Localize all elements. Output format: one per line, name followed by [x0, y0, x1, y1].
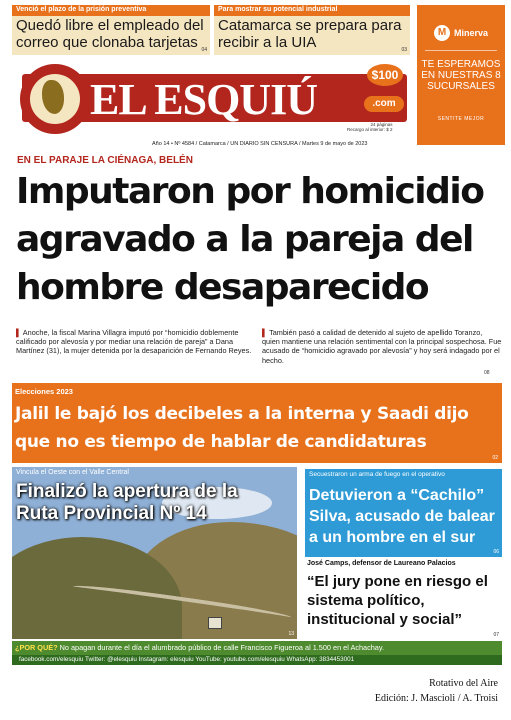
newspaper-front-page: [12, 5, 502, 665]
lead-bullet-icon: ▌: [16, 328, 22, 337]
photo-title: Finalizó la apertura de la Ruta Provincial Nº 14: [16, 481, 238, 524]
lead-left-text: Anoche, la fiscal Marina Villagra imputó por “homicidio doblemente calificado por alevosía y por mediar una relación de pareja” a Dana Martínez (31), la mujer detenida por la desaparición de Fernando Reyes.: [16, 328, 252, 356]
band-page: 02: [492, 455, 498, 461]
cachilo-story[interactable]: [305, 469, 502, 557]
teaser-kicker: Para mostrar su potencial industrial: [214, 5, 410, 16]
ad-slogan: SENTITE MEJOR: [437, 116, 485, 122]
cachilo-page: 06: [493, 549, 499, 555]
photo-page: 13: [288, 631, 294, 637]
lead-right-text: También pasó a calidad de detenido al sujeto de apellido Toranzo, quien mantiene una relación sentimental con la principal sospechosa. Fue acusado de “homicidio agravado por alevosía” y hoy será indagado por el hecho.: [262, 328, 502, 365]
jury-page: 07: [493, 632, 499, 638]
teaser-correo[interactable]: [12, 5, 210, 55]
lead-right: [262, 328, 502, 365]
porque-strip[interactable]: [12, 641, 502, 655]
minerva-logo-icon: M: [434, 25, 450, 41]
catamarca-map-icon: [42, 80, 64, 114]
cachilo-kicker: Secuestraron un arma de fuego en el operativo: [309, 471, 445, 478]
elections-band[interactable]: [12, 383, 502, 463]
credits-line1: Rotativo del Aire: [429, 678, 498, 689]
price-badge: $100: [367, 64, 403, 86]
jury-text: “El jury pone en riesgo el sistema político, institucional y social”: [307, 573, 488, 628]
credits-line2: Edición: J. Mascioli / A. Troisi: [374, 693, 498, 704]
cachilo-text: Detuvieron a “Cachilo” Silva, acusado de balear a un hombre en el sur: [309, 487, 495, 546]
main-kicker: EN EL PARAJE LA CIÉNAGA, BELÉN: [17, 155, 193, 166]
lead-bullet-icon: ▌: [262, 328, 268, 337]
porque-text: No apagan durante el día el alumbrado público de calle Francisco Figueroa al 1.500 en el Achachay.: [57, 643, 384, 652]
page-count: 24 páginas Recargo al interior: $ 2: [347, 122, 393, 132]
jury-story[interactable]: [305, 560, 502, 638]
minerva-logo: [426, 22, 496, 44]
teaser-kicker: Venció el plazo de la prisión preventiva: [12, 5, 210, 16]
teaser-text: Catamarca se prepara para recibir a la UIA: [218, 17, 402, 51]
band-kicker: Elecciones 2023: [15, 387, 73, 396]
photo-truck: [208, 617, 222, 629]
credits: [375, 676, 498, 706]
lead-left: [16, 328, 256, 356]
dotcom-badge: .com: [364, 96, 404, 112]
minerva-ad[interactable]: [417, 5, 505, 145]
teaser-page: 04: [201, 47, 207, 53]
teaser-page: 03: [401, 47, 407, 53]
social-links[interactable]: facebook.com/elesquiu Twitter: @elesquiu Instagram: elesquiu YouTube: youtube.com/elesquiu WhatsApp: 3834453001: [12, 655, 502, 665]
porque-label: ¿POR QUÉ?: [15, 643, 58, 652]
dateline: Año 14 • Nº 4584 / Catamarca / UN DIARIO SIN CENSURA / Martes 9 de mayo de 2023: [152, 141, 368, 147]
ad-text: TE ESPERAMOS EN NUESTRAS 8 SUCURSALES: [421, 59, 501, 92]
minerva-brand: Minerva: [453, 28, 488, 38]
photo-kicker: Vincula el Oeste con el Valle Central: [16, 469, 129, 476]
jury-kicker: José Camps, defensor de Laureano Palacios: [307, 560, 456, 567]
main-page: 08: [484, 370, 490, 376]
newspaper-name: EL ESQUIÚ: [90, 75, 317, 124]
band-text: Jalil le bajó los decibeles a la interna y Saadi dijo que no es tiempo de hablar de candidaturas: [15, 404, 469, 452]
ad-divider: [425, 50, 497, 51]
main-headline[interactable]: Imputaron por homicidio agravado a la pareja del hombre desaparecido: [16, 171, 484, 308]
ruta-photo-story[interactable]: [12, 467, 297, 639]
masthead: [12, 60, 412, 135]
teaser-uia[interactable]: [214, 5, 410, 55]
teaser-text: Quedó libre el empleado del correo que clonaba tarjetas: [16, 17, 204, 51]
